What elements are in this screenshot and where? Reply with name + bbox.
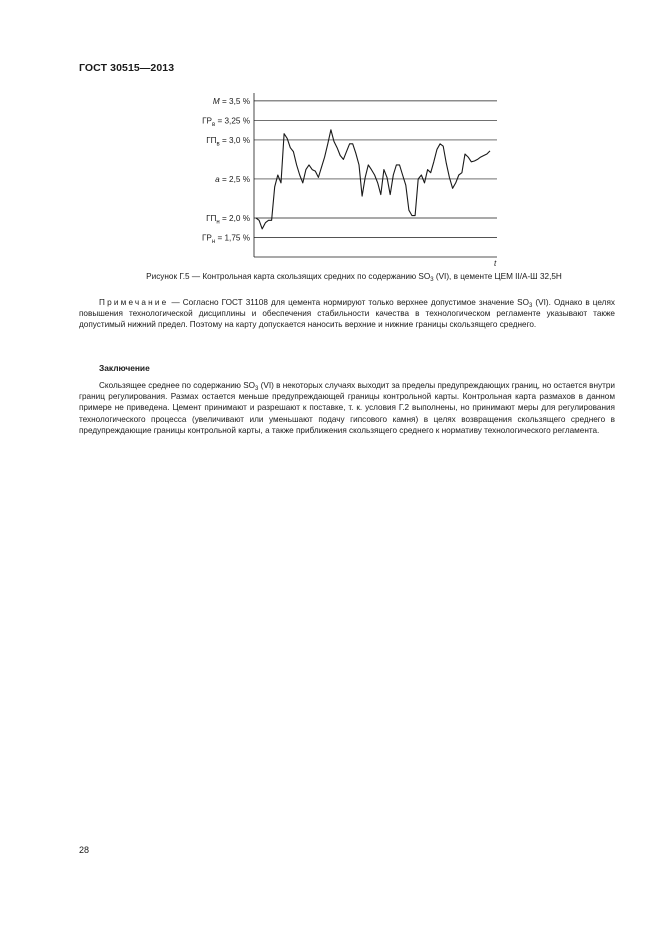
document-header: ГОСТ 30515—2013 [79, 62, 175, 74]
caption-sub: 3 [430, 277, 434, 283]
series-line-moving-average [256, 130, 490, 229]
chart-x-axis-label: t [494, 259, 497, 268]
conclusion-text-2: (VI) в некоторых случаях выходит за пределы предупреждающих границ, но остается внутри границ регулирования. Размах остается меньше предупреждающей границы контрольной карты. Контрольная карта размахов в данном примере не приведена. Цемент принимают и разрешают к поставке, т. к. условия Г.2 выполнены, но принимают меры для регулирования технологического процесса (увеличивают или уменьшают подачу гипсового камня) в целях возвращения скользящего среднего в предупреждающие границы контрольной карты, а также приближения скользящего среднего к нормативу технологического регламента. [79, 381, 615, 435]
note-lead: Примечание [99, 298, 169, 307]
control-chart [170, 90, 510, 270]
note-paragraph [79, 297, 615, 331]
figure-caption [84, 272, 624, 281]
y-label-1: $ГР_в = 3,25$ % [202, 116, 250, 128]
y-label-4: $ГП_н = 2,0$ % [206, 213, 250, 226]
y-label-0: M = 3,5 % [212, 96, 250, 106]
caption-suffix: (VI), в цементе ЦЕМ II/А-Ш 32,5Н [433, 272, 562, 281]
y-label-3: a = 2,5 % [215, 174, 250, 184]
section-title-conclusion: Заключение [99, 363, 150, 373]
caption-prefix: Рисунок Г.5 — Контрольная карта скользящих средних по содержанию SO [146, 272, 431, 281]
note-text-1: — Согласно ГОСТ 31108 для цемента нормируют только верхнее допустимое значение SO [168, 298, 529, 307]
control-chart-svg [170, 90, 510, 270]
note-sub: 3 [528, 303, 533, 309]
conclusion-sub: 3 [255, 386, 259, 392]
conclusion-text-1: Скользящее среднее по содержанию SO [99, 381, 256, 390]
note-text-2: (VI). Однако в целях повышения технологической дисциплины и обеспечения стабильности качества в технологическом регламенте указывают также допустимый нижний предел. Поэтому на карту допускается наносить верхние и нижние границы скользящего среднего. [79, 298, 615, 330]
y-label-5: $ГР_н = 1,75$ % [201, 233, 250, 245]
y-label-2: $ГП_в = 3,0$ % [206, 135, 250, 148]
chart-y-labels [202, 97, 250, 245]
chart-gridlines [254, 101, 497, 238]
conclusion-paragraph [79, 380, 615, 436]
page-number: 28 [79, 845, 90, 855]
